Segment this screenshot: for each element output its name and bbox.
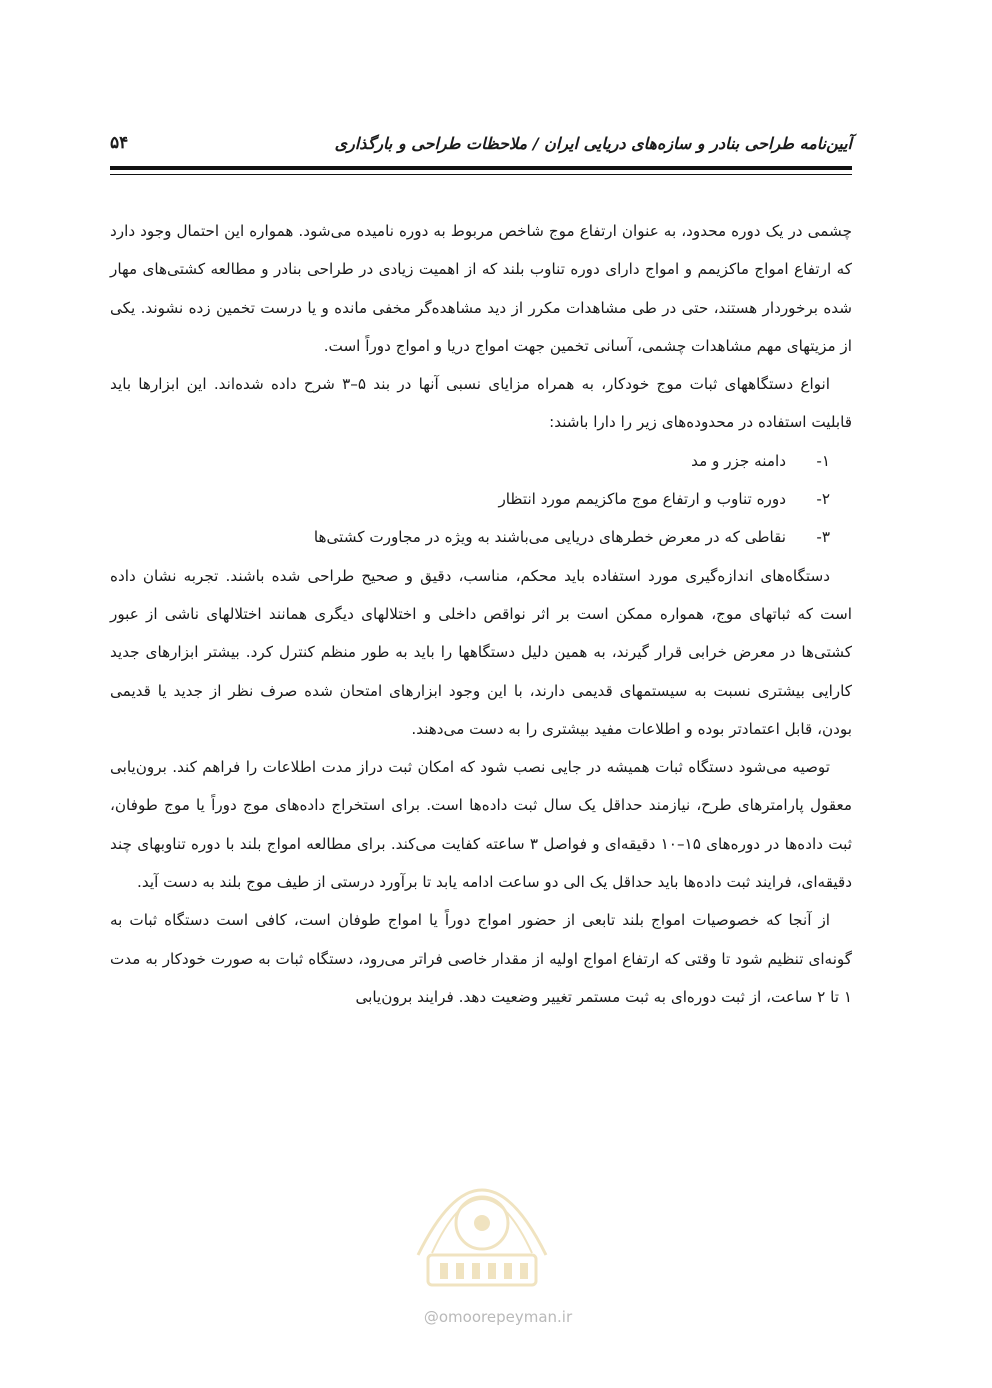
watermark-url: @omoorepeyman.ir — [423, 1308, 573, 1326]
paragraph: دستگاه‌های اندازه‌گیری مورد استفاده باید محکم، مناسب، دقیق و صحیح طراحی شده باشند. تجربه نشان داده است که ثباتهای موج، همواره ممکن است بر اثر نواقص داخلی و اختلالهای دیگری همانند اختلالهای ناشی از عبور کشتی‌ها در معرض خرابی قرار گیرند، به همین دلیل دستگاهها را باید به طور منظم کنترل کرد. بیشتر ابزارهای جدید کارایی بیشتری نسبت به سیستمهای قدیمی دارند، با این وجود ابزارهای امتحان شده صرف نظر از جدید یا قدیمی بودن، قابل اعتمادتر بوده و اطلاعات مفید بیشتری را به دست می‌دهند. — [110, 566, 852, 738]
page-header — [110, 126, 852, 160]
page-number: ۵۴ — [110, 133, 129, 153]
list-item — [110, 480, 852, 518]
paragraph: چشمی در یک دوره محدود، به عنوان ارتفاع موج شاخص مربوط به دوره نامیده می‌شود. همواره این احتمال وجود دارد که ارتفاع امواج ماکزیمم و امواج دارای دوره تناوب بلند که از اهمیت زیادی در طراحی بنادر و مطالعه کشتی‌های مهار شده برخوردار هستند، حتی در طی مشاهدات مکرر از دید مشاهده‌گر مخفی مانده و یا درست تخمین زده نشوند. یکی از مزیتهای مهم مشاهدات چشمی، آسانی تخمین جهت امواج دریا و امواج دوراً است. — [110, 222, 852, 355]
header-rule-thick — [110, 166, 852, 170]
list-item — [110, 518, 852, 556]
range-list — [110, 442, 852, 557]
list-item-number: ۳- — [816, 528, 830, 547]
paragraph: توصیه می‌شود دستگاه ثبات همیشه در جایی نصب شود که امکان ثبت دراز مدت اطلاعات را فراهم کند. برون‌یابی معقول پارامترهای طرح، نیازمند حداقل یک سال ثبت داده‌ها است. برای استخراج داده‌های موج دوراً یا موج طوفان، ثبت داده‌ها در دوره‌های ۱۵–۱۰ دقیقه‌ای و فواصل ۳ ساعته کفایت می‌کند. برای مطالعه امواج بلند با دوره تناوبهای چند دقیقه‌ای، فرایند ثبت داده‌ها باید حداقل یک الی دو ساعت ادامه یابد تا برآورد درستی از طیف موج بلند به دست آید. — [110, 758, 852, 892]
watermark-seal-icon — [388, 1135, 576, 1305]
list-item-text: نقاطی که در معرض خطرهای دریایی می‌باشند به ویژه در مجاورت کشتی‌ها — [313, 528, 786, 547]
list-item — [110, 442, 852, 480]
list-item-text: دامنه جزر و مد — [691, 451, 786, 470]
paragraph: انواع دستگاههای ثبات موج خودکار، به همراه مزایای نسبی آنها در بند ۵–۳ شرح داده شده‌اند. این ابزارها باید قابلیت استفاده در محدوده‌های زیر را دارا باشند: — [110, 375, 852, 432]
list-item-number: ۲- — [816, 490, 830, 509]
list-item-number: ۱- — [816, 451, 830, 470]
list-item-text: دوره تناوب و ارتفاع موج ماکزیمم مورد انتظار — [498, 490, 786, 509]
body-text — [110, 212, 852, 1016]
running-title: آیین‌نامه طراحی بنادر و سازه‌های دریایی ایران / ملاحظات طراحی و بارگذاری — [334, 133, 852, 153]
paragraph: از آنجا که خصوصیات امواج بلند تابعی از حضور امواج دوراً یا امواج طوفان است، کافی است دستگاه ثبات به گونه‌ای تنظیم شود تا وقتی که ارتفاع امواج اولیه از مقدار خاصی فراتر می‌رود، دستگاه ثبات به صورت خودکار به مدت ۱ تا ۲ ساعت، از ثبت دوره‌ای به ثبت مستمر تغییر وضعیت دهد. فرایند برون‌یابی — [110, 911, 852, 1006]
header-rule-thin — [110, 174, 852, 175]
